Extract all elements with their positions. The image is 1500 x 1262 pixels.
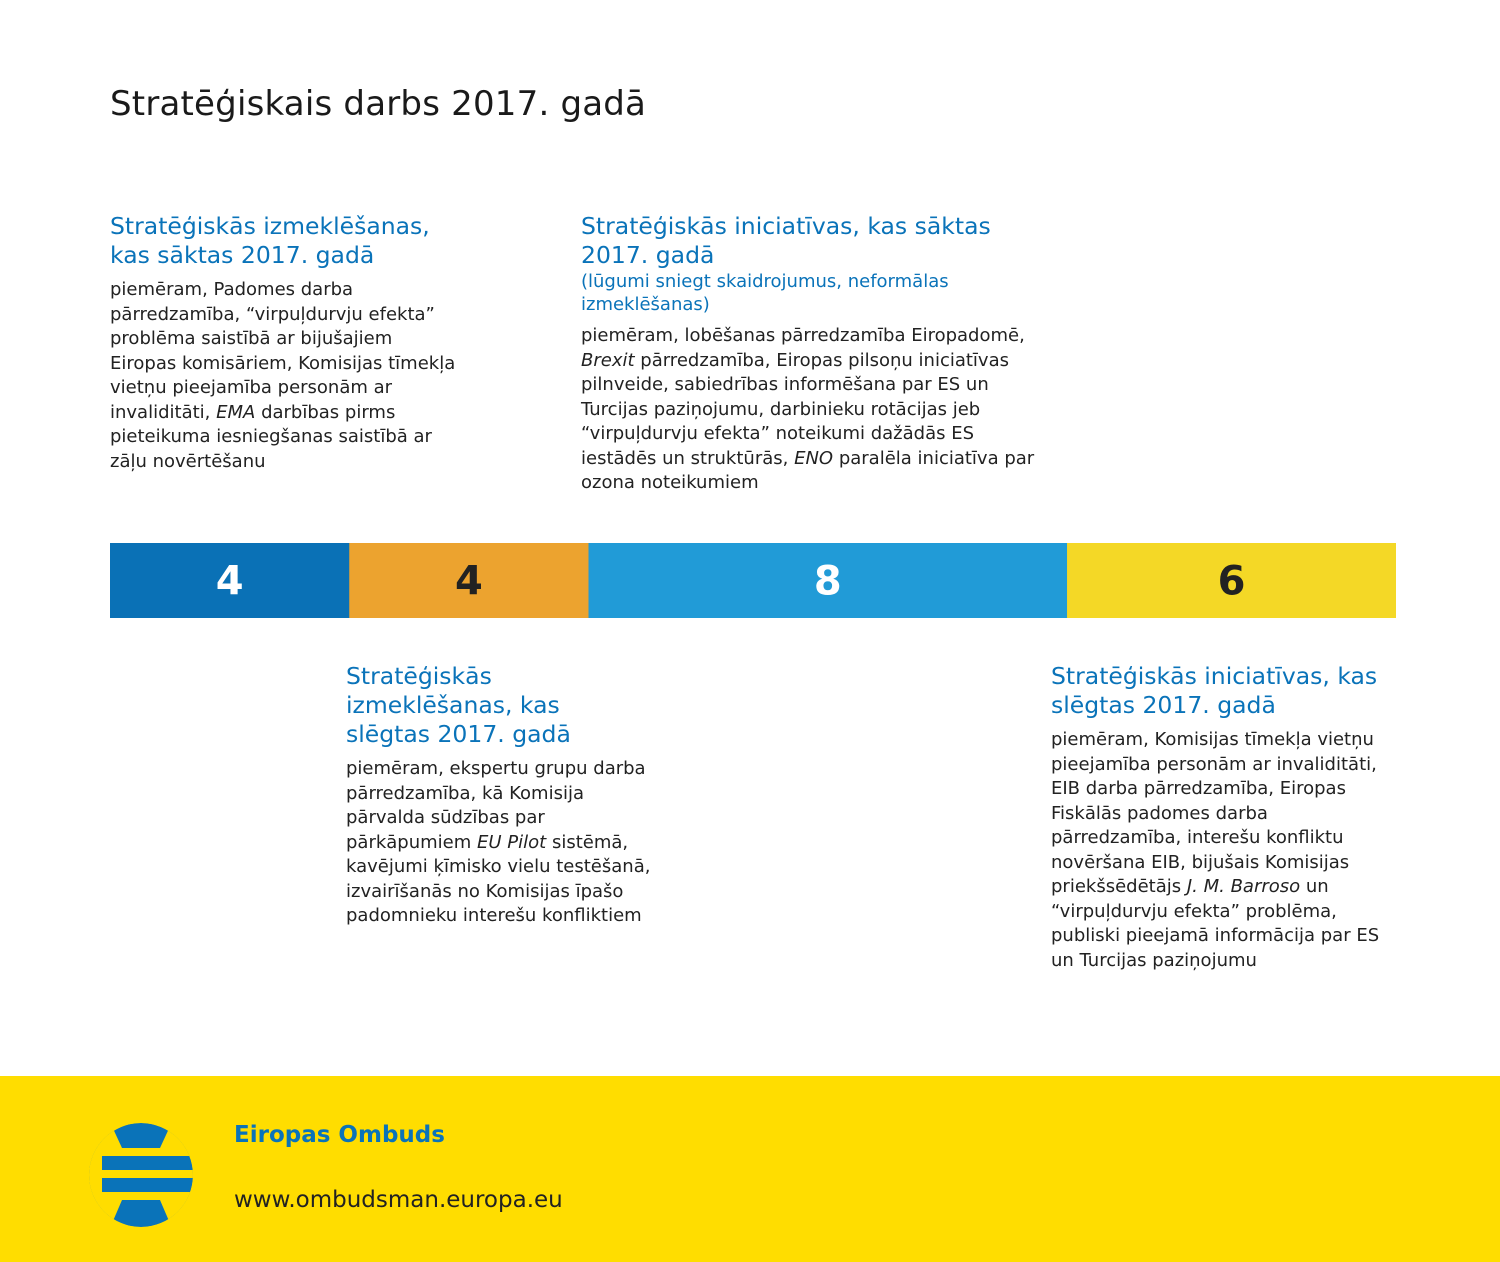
heading-line: slēgtas 2017. gadā (1051, 691, 1276, 719)
body-text: pārredzamība, Eiropas pilsoņu iniciatīvas pilnveide, sabiedrības informēšana par ES un Turcijas paziņojumu, darbinieku rotācijas jeb “virpuļdurvju efekta” noteikumi dažādās ES iestādēs un struktūrās, (581, 349, 1009, 469)
heading-line: kas sāktas 2017. gadā (110, 241, 375, 269)
body-emphasis: EU Pilot (477, 831, 547, 853)
bar-value-label: 4 (215, 558, 244, 605)
organization-name: Eiropas Ombuds (234, 1122, 445, 1148)
website-url[interactable]: www.ombudsman.europa.eu (234, 1187, 563, 1213)
initiatives-opened-heading (581, 212, 1051, 270)
body-emphasis: J. M. Barroso (1186, 876, 1301, 897)
investigations-closed-block (346, 662, 656, 929)
page-title: Stratēģiskais darbs 2017. gadā (110, 84, 647, 124)
bar-value-label: 8 (813, 558, 842, 605)
heading-line: slēgtas 2017. gadā (346, 720, 571, 748)
body-text: sistēmā, kavējumi ķīmisko vielu testēšanā, izvairīšanās no Komisijas īpašo padomnieku interešu konfliktiem (346, 831, 651, 926)
initiatives-opened-block (581, 212, 1051, 496)
heading-line: Stratēģiskās iniciatīvas, kas (1051, 662, 1378, 690)
body-text: un “virpuļdurvju efekta” problēma, publiski pieejamā informācija par ES un Turcijas paziņojumu (1051, 876, 1380, 971)
body-text: piemēram, lobēšanas pārredzamība Eiropadomē, (581, 325, 1025, 346)
initiatives-closed-heading (1051, 662, 1381, 720)
body-emphasis: ENO (794, 447, 834, 469)
heading-line: Stratēģiskās iniciatīvas, kas sāktas (581, 212, 991, 240)
investigations-opened-heading (110, 212, 460, 270)
bar-value-label: 6 (1217, 558, 1246, 605)
body-text: piemēram, ekspertu grupu darba pārredzamība, kā Komisija pārvalda sūdzības par pārkāpumiem (346, 758, 646, 853)
investigations-opened-block (110, 212, 460, 474)
investigations-opened-text (110, 278, 460, 474)
body-emphasis: EMA (216, 401, 256, 423)
body-text: piemēram, Padomes darba pārredzamība, “virpuļdurvju efekta” problēma saistībā ar bijušajiem Eiropas komisāriem, Komisijas tīmekļa vietņu pieejamība personām ar invaliditāti, (110, 279, 456, 423)
heading-line: 2017. gadā (581, 241, 715, 269)
investigations-closed-heading (346, 662, 656, 749)
investigations-closed-text (346, 757, 656, 929)
stacked-bar-chart (110, 543, 1396, 618)
heading-line: izmeklēšanas, kas (346, 691, 560, 719)
body-emphasis: Brexit (581, 349, 635, 371)
initiatives-closed-block (1051, 662, 1381, 973)
initiatives-opened-note: (lūgumi sniegt skaidrojumus, neformālas izmeklēšanas) (581, 271, 949, 315)
bar-value-label: 4 (454, 558, 483, 605)
ombudsman-logo-icon (88, 1122, 194, 1228)
initiatives-opened-text (581, 324, 1051, 496)
footer (0, 1076, 1500, 1262)
body-text: darbības pirms pieteikuma iesniegšanas saistībā ar zāļu novērtēšanu (110, 401, 432, 472)
heading-line: Stratēģiskās izmeklēšanas, (110, 212, 430, 240)
initiatives-closed-text (1051, 728, 1381, 973)
body-text: piemēram, Komisijas tīmekļa vietņu pieejamība personām ar invaliditāti, EIB darba pārredzamība, Eiropas Fiskālās padomes darba pārredzamība, interešu konfliktu novēršana EIB, bijušais Komisijas priekšsēdētājs (1051, 729, 1377, 897)
heading-line: Stratēģiskās (346, 662, 492, 690)
body-text: paralēla iniciatīva par ozona noteikumiem (581, 447, 1035, 493)
